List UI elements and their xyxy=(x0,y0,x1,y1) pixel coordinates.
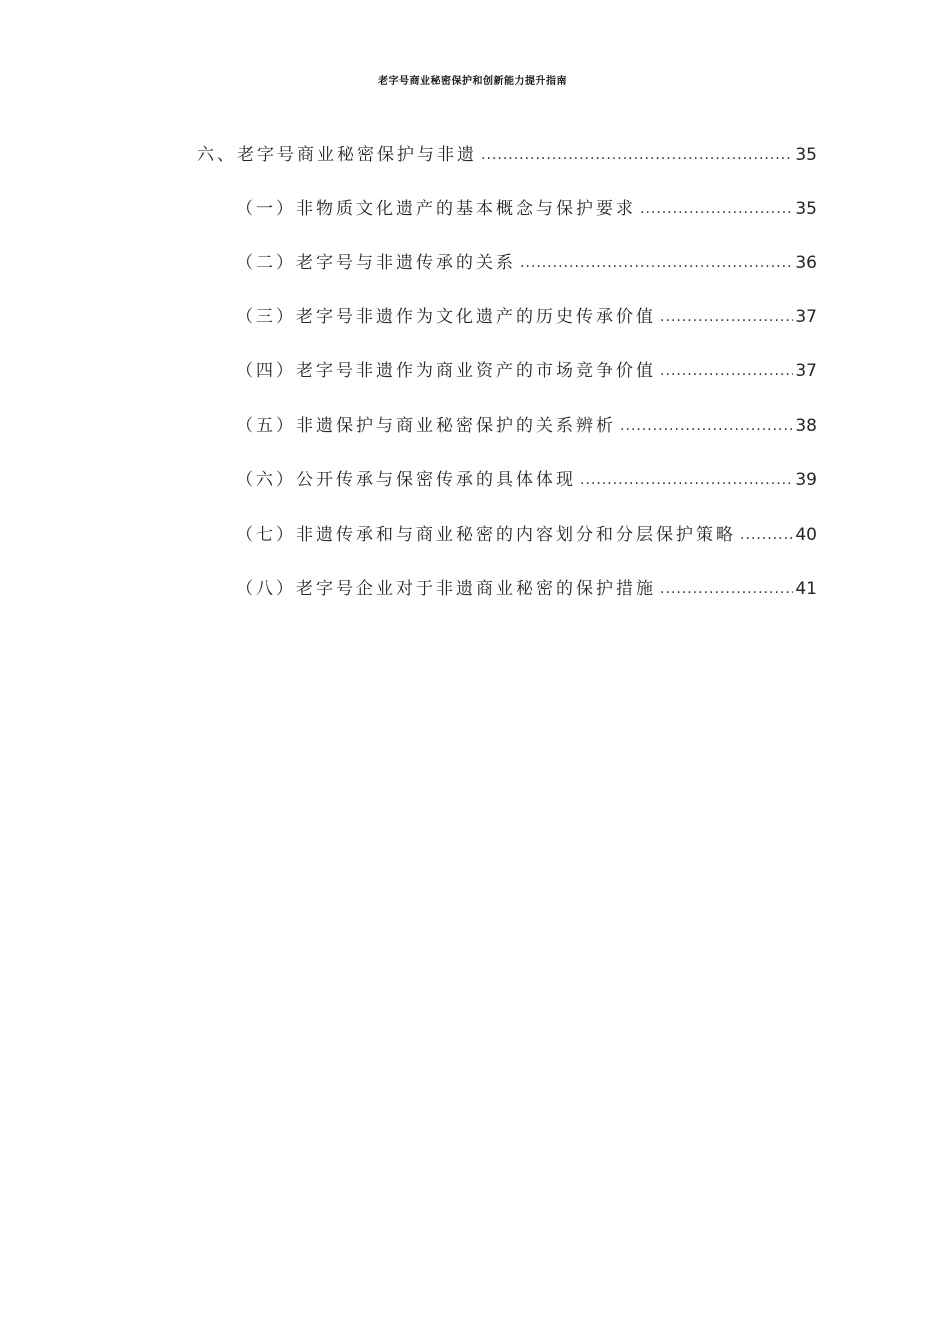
toc-page-number: 39 xyxy=(795,470,817,490)
toc-entry-title: （三）老字号非遗作为文化遗产的历史传承价值 xyxy=(236,307,656,327)
toc-page-number: 36 xyxy=(795,253,817,273)
toc-entry-title: （二）老字号与非遗传承的关系 xyxy=(236,253,516,273)
toc-dot-leader xyxy=(520,255,793,271)
toc-entry-title: （一）非物质文化遗产的基本概念与保护要求 xyxy=(236,199,636,219)
toc-page-number: 35 xyxy=(795,145,817,165)
toc-page-number: 37 xyxy=(795,361,817,381)
toc-dot-leader xyxy=(620,418,793,434)
toc-page-number: 38 xyxy=(795,416,817,436)
toc-entry-title: （六）公开传承与保密传承的具体体现 xyxy=(236,470,576,490)
toc-entry-6-6[interactable] xyxy=(236,465,817,493)
toc-entry-6-2[interactable] xyxy=(236,248,817,276)
running-header: 老字号商业秘密保护和创新能力提升指南 xyxy=(378,76,567,87)
toc-entry-6-5[interactable] xyxy=(236,411,817,439)
toc-entry-title: （八）老字号企业对于非遗商业秘密的保护措施 xyxy=(236,579,656,599)
toc-dot-leader xyxy=(580,472,793,488)
toc-entry-6-8[interactable] xyxy=(236,574,817,602)
toc-dot-leader xyxy=(740,527,793,543)
toc-entry-title: （七）非遗传承和与商业秘密的内容划分和分层保护策略 xyxy=(236,525,736,545)
toc-dot-leader xyxy=(481,147,793,163)
toc-dot-leader xyxy=(660,363,793,379)
toc-entry-6-3[interactable] xyxy=(236,302,817,330)
toc-dot-leader xyxy=(660,309,793,325)
toc-entry-title: （四）老字号非遗作为商业资产的市场竞争价值 xyxy=(236,361,656,381)
toc-entry-6-1[interactable] xyxy=(236,194,817,222)
toc-entry-title: （五）非遗保护与商业秘密保护的关系辨析 xyxy=(236,416,616,436)
toc-page-number: 41 xyxy=(795,579,817,599)
toc-dot-leader xyxy=(640,201,793,217)
toc-dot-leader xyxy=(660,581,793,597)
toc-page-number: 37 xyxy=(795,307,817,327)
toc-entry-6-7[interactable] xyxy=(236,520,817,548)
toc-page-number: 40 xyxy=(795,525,817,545)
toc-entry-6-4[interactable] xyxy=(236,356,817,384)
toc-page-number: 35 xyxy=(795,199,817,219)
toc-entry-title: 六、老字号商业秘密保护与非遗 xyxy=(197,145,477,165)
toc-entry-section-6[interactable] xyxy=(197,140,817,168)
